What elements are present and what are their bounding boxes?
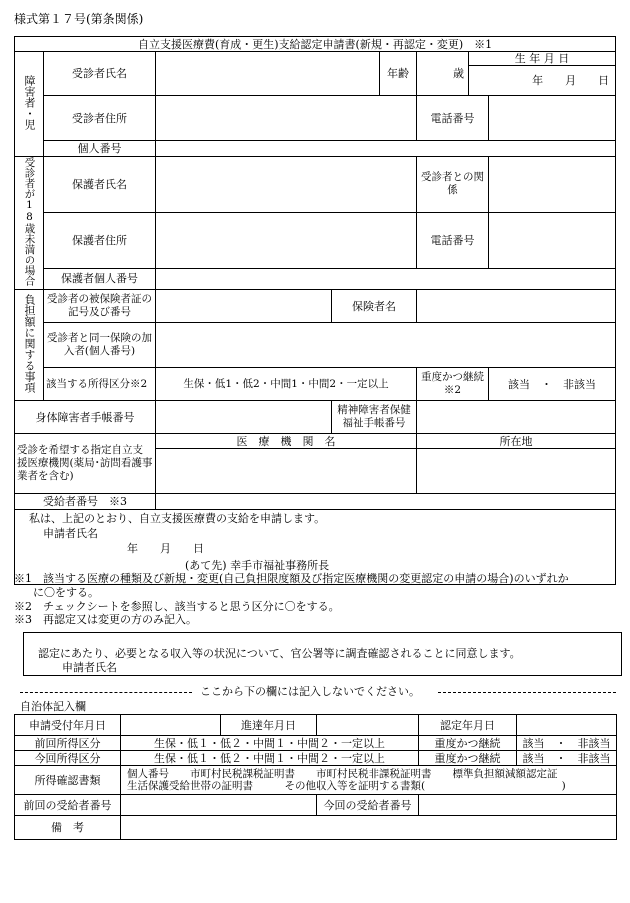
mental-book-field[interactable] — [417, 401, 616, 434]
birthdate-label: 生 年 月 日 — [469, 52, 616, 66]
form-title: 自立支援医療費(育成・更生)支給認定申請書(新規・再認定・変更) ※1 — [15, 37, 616, 52]
approved-date-label: 認定年月日 — [419, 715, 517, 736]
guardian-number-label: 保護者個人番号 — [44, 268, 156, 289]
phone-label: 電話番号 — [417, 96, 489, 141]
remarks-field[interactable] — [121, 816, 617, 840]
disability-book-label: 身体障害者手帳番号 — [15, 401, 156, 434]
hospital-address-header: 所在地 — [417, 434, 616, 449]
documents-line-1: 個人番号 市町村民税課税証明書 市町村民税非課税証明書 標準負担額減額認定証 — [127, 768, 558, 780]
patient-name-label: 受診者氏名 — [44, 52, 156, 96]
phone-field[interactable] — [489, 96, 616, 141]
hospital-label: 受診を希望する指定自立支援医療機関(薬局･訪問看護事業者を含む) — [15, 434, 156, 494]
insurer-label: 保険者名 — [332, 290, 417, 323]
form-number: 様式第１７号(第条関係) — [14, 12, 144, 26]
guardian-address-label: 保護者住所 — [44, 212, 156, 268]
prev-severe-label: 重度かつ継続 — [419, 736, 517, 751]
office-table — [14, 714, 617, 840]
hospital-name-header: 医 療 機 関 名 — [156, 434, 417, 449]
income-class-label: 該当する所得区分※2 — [44, 368, 156, 401]
curr-severe-label: 重度かつ継続 — [419, 751, 517, 766]
income-class-options[interactable]: 生保・低1・低2・中間1・中間2・一定以上 — [156, 368, 417, 401]
progress-date-field[interactable] — [317, 715, 419, 736]
disability-book-field[interactable] — [156, 401, 332, 434]
consent-box — [23, 632, 622, 676]
separator-line-left — [20, 692, 192, 693]
guardian-number-field[interactable] — [156, 268, 616, 289]
curr-severe-options[interactable]: 該当 ・ 非該当 — [517, 751, 617, 766]
remarks-label: 備 考 — [15, 816, 121, 840]
hospital-address-field[interactable] — [417, 449, 616, 494]
guardian-phone-field[interactable] — [489, 212, 616, 268]
recipient-number-field[interactable] — [156, 494, 616, 510]
guardian-name-label: 保護者氏名 — [44, 157, 156, 213]
birthdate-field[interactable]: 年 月 日 — [469, 66, 616, 96]
prev-recipient-label: 前回の受給者番号 — [15, 795, 121, 816]
insurer-field[interactable] — [417, 290, 616, 323]
guardian-name-field[interactable] — [156, 157, 417, 213]
personal-number-label: 個人番号 — [44, 141, 156, 157]
declaration-text: 私は、上記のとおり、自立支援医療費の支給を申請します。 — [29, 512, 326, 525]
curr-income-label: 今回所得区分 — [15, 751, 121, 766]
prev-severe-options[interactable]: 該当 ・ 非該当 — [517, 736, 617, 751]
mental-book-label: 精神障害者保健福祉手帳番号 — [332, 401, 417, 434]
relation-field[interactable] — [489, 157, 616, 213]
prev-income-label: 前回所得区分 — [15, 736, 121, 751]
note-3: ※3 再認定又は変更の方のみ記入。 — [14, 613, 197, 626]
application-form-table — [14, 36, 616, 585]
guardian-section-label: 受診者が18歳未満の場合 — [15, 157, 44, 290]
guardian-address-field[interactable] — [156, 212, 417, 268]
severe-options[interactable]: 該当 ・ 非該当 — [489, 368, 616, 401]
consent-name-label[interactable]: 申請者氏名 — [62, 661, 117, 674]
documents-label: 所得確認書類 — [15, 766, 121, 795]
same-insurance-label: 受診者と同一保険の加入者(個人番号) — [44, 323, 156, 368]
documents-line-2: 生活保護受給世帯の証明書 その他収入等を証明する書類( ) — [127, 780, 566, 792]
applicant-name-label: 申請者氏名 — [43, 527, 98, 540]
note-1: ※1 該当する医療の種類及び新規・変更(自己負担限度額及び指定医療機関の変更認定の申請の場合)のいずれか — [14, 572, 569, 585]
separator-text: ここから下の欄には記入しないでください。 — [200, 685, 420, 698]
recipient-number-label: 受給者番号 ※3 — [15, 494, 156, 510]
same-insurance-field[interactable] — [156, 323, 616, 368]
note-2: ※2 チェックシートを参照し、該当すると思う区分に〇をする。 — [14, 600, 340, 613]
age-field[interactable]: 歳 — [417, 52, 469, 96]
patient-section-label: 障害者・児 — [15, 52, 44, 157]
prev-income-options[interactable]: 生保・低１・低２・中間１・中間２・一定以上 — [121, 736, 419, 751]
approved-date-field[interactable] — [517, 715, 617, 736]
prev-recipient-field[interactable] — [121, 795, 317, 816]
note-1-cont: に〇をする。 — [33, 586, 99, 599]
consent-text: 認定にあたり、必要となる収入等の状況について、官公署等に調査確認されることに同意します。 — [38, 647, 521, 660]
severe-label: 重度かつ継続 ※2 — [417, 368, 489, 401]
curr-income-options[interactable]: 生保・低１・低２・中間１・中間２・一定以上 — [121, 751, 419, 766]
relation-label: 受診者との関係 — [417, 157, 489, 213]
insurance-card-label: 受診者の被保険者証の記号及び番号 — [44, 290, 156, 323]
application-date[interactable]: 年 月 日 — [127, 542, 204, 555]
separator-line-right — [438, 692, 616, 693]
office-section-title: 自治体記入欄 — [20, 700, 86, 713]
received-date-field[interactable] — [121, 715, 221, 736]
received-date-label: 申請受付年月日 — [15, 715, 121, 736]
age-label: 年齢 — [380, 52, 417, 96]
guardian-phone-label: 電話番号 — [417, 212, 489, 268]
hospital-name-field[interactable] — [156, 449, 417, 494]
personal-number-field[interactable] — [156, 141, 616, 157]
burden-section-label: 負担額に関する事項 — [15, 290, 44, 401]
patient-address-field[interactable] — [156, 96, 417, 141]
patient-name-field[interactable] — [156, 52, 380, 96]
patient-address-label: 受診者住所 — [44, 96, 156, 141]
progress-date-label: 進達年月日 — [221, 715, 317, 736]
addressee: (あて先) 幸手市福祉事務所長 — [185, 559, 330, 572]
documents-options[interactable] — [121, 766, 617, 795]
curr-recipient-field[interactable] — [419, 795, 617, 816]
insurance-card-field[interactable] — [156, 290, 332, 323]
curr-recipient-label: 今回の受給者番号 — [317, 795, 419, 816]
